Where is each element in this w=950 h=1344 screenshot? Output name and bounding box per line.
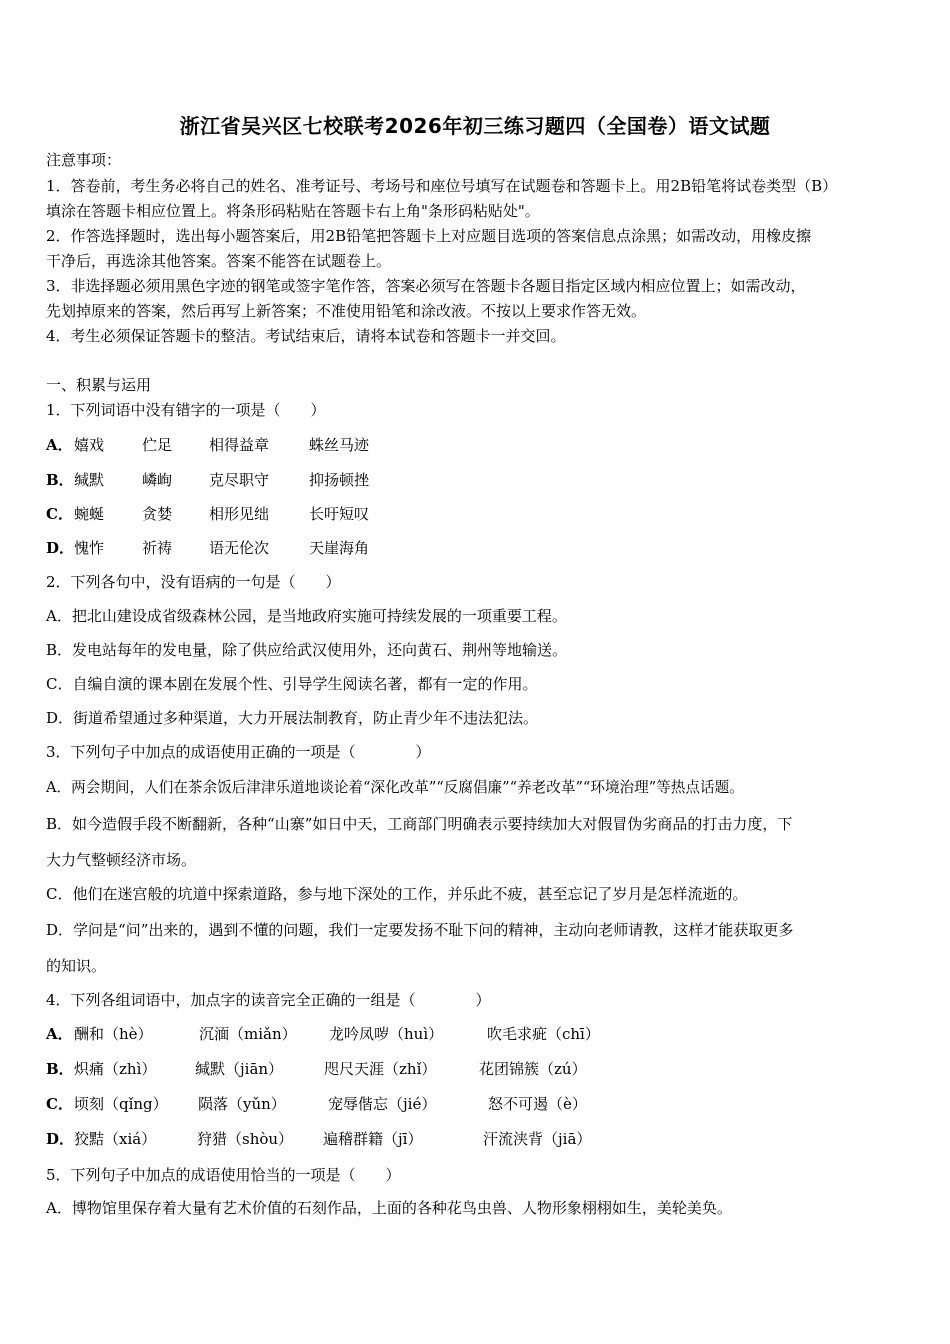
question-1-stem: 1．下列词语中没有错字的一项是（ ） [46, 401, 326, 419]
option-letter: B． [46, 471, 74, 489]
option-letter: C． [46, 505, 73, 523]
option-word: 缄默（jiān） [195, 1060, 284, 1078]
question-1-option-d [46, 537, 908, 559]
option-word: 汗流浃背（jiā） [483, 1130, 592, 1148]
question-3-option-c: C．他们在迷宫般的坑道中探索道路，参与地下深处的工作，并乐此不疲，甚至忘记了岁月是怎样流逝的。 [46, 885, 748, 903]
question-3-option-a: A．两会期间，人们在茶余饭后津津乐道地谈论着“深化改革”“反腐倡廉”“养老改革”“环境治理”等热点话题。 [46, 779, 744, 796]
notice-item-1-cont: 填涂在答题卡相应位置上。将条形码粘贴在答题卡右上角"条形码粘贴处"。 [46, 202, 540, 220]
notice-item-4: 4．考生必须保证答题卡的整洁。考试结束后，请将本试卷和答题卡一并交回。 [46, 327, 566, 345]
question-4-option-d [46, 1128, 908, 1150]
question-4-stem: 4．下列各组词语中，加点字的读音完全正确的一组是（ ） [46, 991, 491, 1009]
option-word: 沉湎（miǎn） [199, 1025, 297, 1043]
option-word: 怒不可遏（è） [488, 1095, 587, 1113]
option-letter: D． [46, 1130, 75, 1148]
option-word: 缄默 [74, 471, 105, 489]
question-4-option-b [46, 1058, 908, 1080]
notice-item-3: 3．非选择题必须用黑色字迹的钢笔或签字笔作答，答案必须写在答题卡各题目指定区域内相应位置上；如需改动， [46, 277, 806, 295]
notice-item-2: 2．作答选择题时，选出每小题答案后，用2B铅笔把答题卡上对应题目选项的答案信息点涂黑；如需改动，用橡皮擦 [46, 227, 812, 245]
option-word: 贪婪 [142, 505, 173, 523]
option-word: 顷刻（qǐng） [74, 1095, 168, 1113]
option-word: 狩猎（shòu） [197, 1130, 294, 1148]
option-word: 陨落（yǔn） [198, 1095, 286, 1113]
option-word: 语无伦次 [209, 539, 270, 557]
option-word: 祈祷 [142, 539, 173, 557]
option-word: 咫尺天涯（zhǐ） [324, 1060, 437, 1078]
option-word: 炽痛（zhì） [74, 1060, 157, 1078]
question-4-option-c [46, 1093, 908, 1115]
option-word: 长吁短叹 [309, 505, 370, 523]
notice-item-1: 1．答卷前，考生务必将自己的姓名、准考证号、考场号和座位号填写在试题卷和答题卡上。用2B铅笔将试卷类型（B） [46, 177, 838, 195]
option-word: 遍稽群籍（jī） [323, 1130, 423, 1148]
option-word: 龙吟凤哕（huì） [329, 1025, 444, 1043]
notice-item-2-cont: 干净后，再选涂其他答案。答案不能答在试题卷上。 [46, 252, 392, 270]
notice-heading: 注意事项： [46, 151, 122, 169]
option-word: 花团锦簇（zú） [479, 1060, 587, 1078]
question-1-option-c [46, 503, 908, 525]
option-word: 嶙峋 [142, 471, 173, 489]
question-1-option-a [46, 434, 908, 456]
option-word: 相得益章 [209, 436, 270, 454]
section-heading: 一、积累与运用 [46, 376, 152, 394]
question-5-stem: 5．下列句子中加点的成语使用恰当的一项是（ ） [46, 1166, 401, 1184]
option-word: 宠辱偕忘（jié） [328, 1095, 437, 1113]
option-letter: A． [46, 436, 73, 454]
option-word: 伫足 [142, 436, 173, 454]
question-3-option-b-cont: 大力气整顿经济市场。 [46, 851, 197, 869]
notice-item-3-cont: 先划掉原来的答案，然后再写上新答案；不准使用铅笔和涂改液。不按以上要求作答无效。 [46, 302, 647, 320]
option-word: 天崖海角 [309, 539, 370, 557]
question-2-option-d: D．街道希望通过多种渠道，大力开展法制教育，防止青少年不违法犯法。 [46, 709, 539, 727]
option-word: 克尽职守 [209, 471, 270, 489]
question-3-option-d: D．学问是“问”出来的，遇到不懂的问题，我们一定要发扬不耻下问的精神，主动向老师请教，这样才能获取更多 [46, 921, 794, 939]
option-letter: A． [46, 1025, 73, 1043]
option-word: 愧怍 [74, 539, 105, 557]
option-letter: D． [46, 539, 75, 557]
option-word: 蛛丝马迹 [309, 436, 370, 454]
option-word: 狡黠（xiá） [74, 1130, 157, 1148]
page-title: 浙江省吴兴区七校联考2026年初三练习题四（全国卷）语文试题 [179, 114, 771, 138]
option-word: 酬和（hè） [74, 1025, 153, 1043]
option-word: 蜿蜒 [74, 505, 105, 523]
option-word: 相形见绌 [209, 505, 270, 523]
question-2-stem: 2．下列各句中，没有语病的一句是（ ） [46, 573, 341, 591]
option-word: 嬉戏 [74, 436, 105, 454]
question-2-option-c: C．自编自演的课本剧在发展个性、引导学生阅读名著，都有一定的作用。 [46, 675, 538, 693]
question-4-option-a [46, 1023, 908, 1045]
question-3-stem: 3．下列句子中加点的成语使用正确的一项是（ ） [46, 743, 431, 761]
option-letter: C． [46, 1095, 73, 1113]
question-5-option-a: A．博物馆里保存着大量有艺术价值的石刻作品，上面的各种花鸟虫兽、人物形象栩栩如生，美轮美奂。 [46, 1199, 732, 1217]
question-2-option-b: B．发电站每年的发电量，除了供应给武汉使用外，还向黄石、荆州等地输送。 [46, 641, 568, 659]
question-2-option-a: A．把北山建设成省级森林公园，是当地政府实施可持续发展的一项重要工程。 [46, 607, 567, 625]
question-1-option-b [46, 469, 908, 491]
question-3-option-b: B．如今造假手段不断翻新，各种“山寨”如日中天，工商部门明确表示要持续加大对假冒伪劣商品的打击力度，下 [46, 815, 793, 833]
option-word: 吹毛求疵（chī） [487, 1025, 600, 1043]
option-word: 抑扬顿挫 [309, 471, 370, 489]
option-letter: B． [46, 1060, 74, 1078]
question-3-option-d-cont: 的知识。 [46, 957, 107, 975]
